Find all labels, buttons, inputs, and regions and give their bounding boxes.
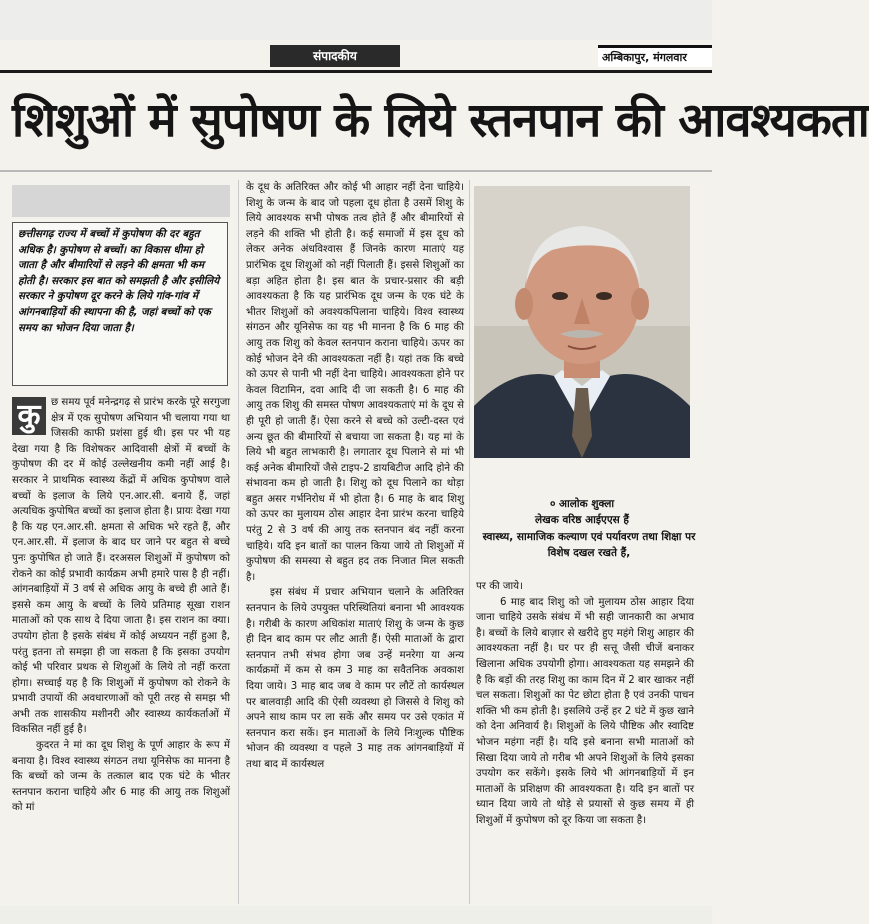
place-date: अम्बिकापुर, मंगलवार — [598, 45, 712, 67]
column-1-text: छ समय पूर्व मनेन्द्रगढ़ से प्रारंभ करके पूरे सरगुजा क्षेत्र में एक सुपोषण अभियान भी चलाया गया था जिसकी काफी प्रशंसा हुई थी। इस पर भी यह देखा गया है कि विशेषकर आदिवासी क्षेत्रों में बच्चों के कुपोषण की दर में कोई उल्लेखनीय कमी नहीं आई है। सरकार ने प्राथमिक स्वास्थ्य केंद्रों में अधिक कुपोषण वाले बच्चों के इलाज के लिये एन.आर.सी. बनाये हैं, जहां अत्यधिक कुपोषित बच्चों का इलाज होता है। प्रायः देखा गया है कि यह एन.आर.सी. क्षमता से अधिक भरे रहते हैं, और एन.आर.सी. में इलाज के बाद घर जाने पर बहुत से बच्चे पुनः कुपोषित हो जाते हैं। दरअसल शिशुओं में कुपोषण को रोकने का कोई प्रभावी कार्यक्रम अभी हमारे पास है ही नहीं। आंगनबाड़ियों में 3 वर्ष से अधिक आयु के बच्चे ही आते हैं। इससे कम आयु के बच्चों के लिये प्रतिमाह सूखा राशन माताओं को एक साथ दे दिया जाता है। इस राशन का क्या। उपयोग होता है इसके संबंध में कोई अध्ययन नहीं हुआ है, परंतु इतना तो समझा ही जा सकता है कि इसका उपयोग कोई भी परिवार प्रथक से शिशुओं के लिये तो नहीं करता होगा। सच्चाई यह है कि शिशुओं में कुपोषण को रोकने के प्रभावी उपायों की अवधारणाओं को पूरी तरह से समझ भी अभी तक शासकीय मशीनरी और स्वास्थ्य कार्यकर्ताओं में विकसित नहीं हुई है। — [12, 397, 230, 736]
column-1 — [12, 395, 230, 905]
callout-box — [12, 222, 228, 386]
column-3-text: पर की जाये। — [476, 581, 523, 592]
headline: शिशुओं में सुपोषण के लिये स्तनपान की आवश्यकता — [12, 93, 869, 148]
column-2-text-2: इस संबंध में प्रचार अभियान चलाने के अतिरिक्त स्तनपान के लिये उपयुक्त परिस्थितियां बनाना भी आवश्यक है। गरीबी के कारण अधिकांश माताएं शिशु के जन्म के कुछ ही दिन बाद काम पर लौट आती हैं। ऐसी माताओं के द्वारा स्तनपान तभी संभव होगा जब उन्हें मनरेगा या अन्य कार्यक्रमों में कम से कम 3 माह का सवैतनिक अवकाश दिया जाये। 3 माह बाद जब वे काम पर लौटें तो कार्यस्थल पर बालवाड़ी आदि की ऐसी व्यवस्था हो जिससे वे शिशु को अपने साथ काम पर ला सकें और समय पर उसे एकांत में स्तनपान करा सकें। इन माताओं के लिये निःशुल्क पौष्टिक भोजन की व्यवस्था व पहले 3 माह तक आंगनबाड़ियों में तथा बाद में कार्यस्थल — [246, 587, 464, 770]
author-photo — [474, 186, 690, 458]
top-band — [0, 0, 712, 40]
column-2-text: के दूध के अतिरिक्त और कोई भी आहार नहीं देना चाहिये। शिशु के जन्म के बाद जो पहला दूध होता है उसमें शिशु के लिये आवश्यक सभी पोषक तत्व होते हैं और बीमारियों से लड़ने की शक्ति भी होती है। कई समाजों में इस दूध को लेकर अनेक अंधविश्वास हैं जिनके कारण माताएं यह प्रारंभिक दूध शिशुओं को नहीं पिलाती हैं। इससे शिशुओं का बड़ा अहित होता है। इस बात के प्रचार-प्रसार की बड़ी आवश्यकता है कि यह प्रारंभिक दूध जन्म के एक घंटे के भीतर शिशुओं को अवश्यकपिलाना चाहिये। विश्व स्वास्थ्य संगठन और यूनिसेफ का यह भी मानना है कि 6 माह की आयु तक शिशु को केवल स्तनपान कराना चाहिये। ऊपर का कोई भोजन देने की आवश्यकता नहीं है। यहां तक कि बच्चे को ऊपर से पानी भी नहीं देना चाहिये। आवश्यकता होने पर केवल विटामिन, दवा आदि दी जा सकती है। 6 माह की आयु तक शिशु की समस्त पोषण आवश्यकताएं मां के दूध से ही पूरी हो जाती हैं। ऐसा करने से बच्चे को उल्टी-दस्त एवं अन्य छूत की बीमारियों से बचाया जा सकता है। यह मां के लिये भी बहुत लाभकारी है। लगातार दूध पिलाने से मां भी कई अनेक बीमारियों जैसे टाइप-2 डायबिटीज आदि होने की संभावना कम हो जाती है। शिशु को दूध पिलाने का थोड़ा बहुत असर गर्भनिरोध में भी होता है। 6 माह के बाद शिशु को ऊपर का मुलायम ठोस आहार देना प्रारंभ करना चाहिये परंतु 2 से 3 वर्ष की आयु तक स्तनपान बंद नहीं करना चाहिये। यदि इन बातों का पालन किया जाये तो शिशुओं में कुपोषण की समस्या से बहुत हद तक निजात मिल सकती है। — [246, 182, 464, 583]
column-rule — [469, 180, 470, 904]
column-3-text-2: 6 माह बाद शिशु को जो मुलायम ठोस आहार दिया जाना चाहिये उसके संबंध में भी सही जानकारी का अभाव है। बच्चों के लिये बाज़ार से खरीदे हुए महंगे शिशु आहार की आवश्यकता नहीं है। घर पर ही सत्तू जैसी चीजें बनाकर खिलाना अधिक उपयोगी होगा। आवश्यकता यह समझने की है कि बड़ों की तरह शिशु का काम दिन में 2 बार खाकर नहीं चल सकता। शिशुओं का पेट छोटा होता है एवं उनकी पाचन शक्ति भी कम होती है। इसलिये उन्हें हर 2 घंटे में कुछ खाने को देना अनिवार्य है। शिशुओं के लिये पौष्टिक और स्वादिष्ट भोजन महंगा नहीं है। यदि इसे बनाना सभी माताओं को सिखा दिया जाये तो गरीब भी अपने शिशुओं के लिये इसका उपयोग कर सकेंगे। इसके लिये भी आंगनबाड़ियों में इन माताओं के प्रशिक्षण की आवश्यकता है। यदि इन बातों पर ध्यान दिया जाये तो थोड़े से प्रयासों से कुछ समय में ही शिशुओं में कुपोषण को दूर किया जा सकता है। — [476, 596, 694, 826]
section-label: संपादकीय — [270, 45, 400, 67]
column-3 — [476, 579, 694, 906]
callout-text: छत्तीसगढ़ राज्य में बच्चों में कुपोषण की दर बहुत अधिक है। कुपोषण से बच्चों। का विकास धीमा हो जाता है और बीमारियों से लड़ने की क्षमता भी कम होती है। सरकार इस बात को समझती है और इसीलिये सरकार ने कुपोषण दूर करने के लिये गांव-गांव में आंगनबाड़ियों की स्थापना की है, जहां बच्चों को एक समय का भोजन दिया जाता है। — [18, 228, 220, 334]
headline-rule — [0, 170, 712, 172]
column-rule — [238, 180, 239, 904]
top-rule — [0, 70, 712, 73]
column-1-text-2: कुदरत ने मां का दूध शिशु के पूर्ण आहार के रूप में बनाया है। विश्व स्वास्थ्य संगठन तथा यूनिसेफ का मानना है कि बच्चों को जन्म के तत्काल बाद एक घंटे के भीतर स्तनपान कराना चाहिये और 6 माह की आयु तक शिशुओं को मां — [12, 740, 230, 814]
gray-block — [12, 185, 230, 217]
author-title: लेखक वरिष्ठ आईएएस हैं — [535, 514, 629, 526]
bottom-band — [0, 906, 712, 924]
author-description: स्वास्थ्य, सामाजिक कल्याण एवं पर्यावरण तथा शिक्षा पर विशेष दखल रखते हैं, — [482, 531, 696, 559]
dropcap: कु — [12, 397, 46, 435]
column-2 — [246, 180, 464, 904]
author-name: ० आलोक शुक्ला — [549, 498, 615, 510]
